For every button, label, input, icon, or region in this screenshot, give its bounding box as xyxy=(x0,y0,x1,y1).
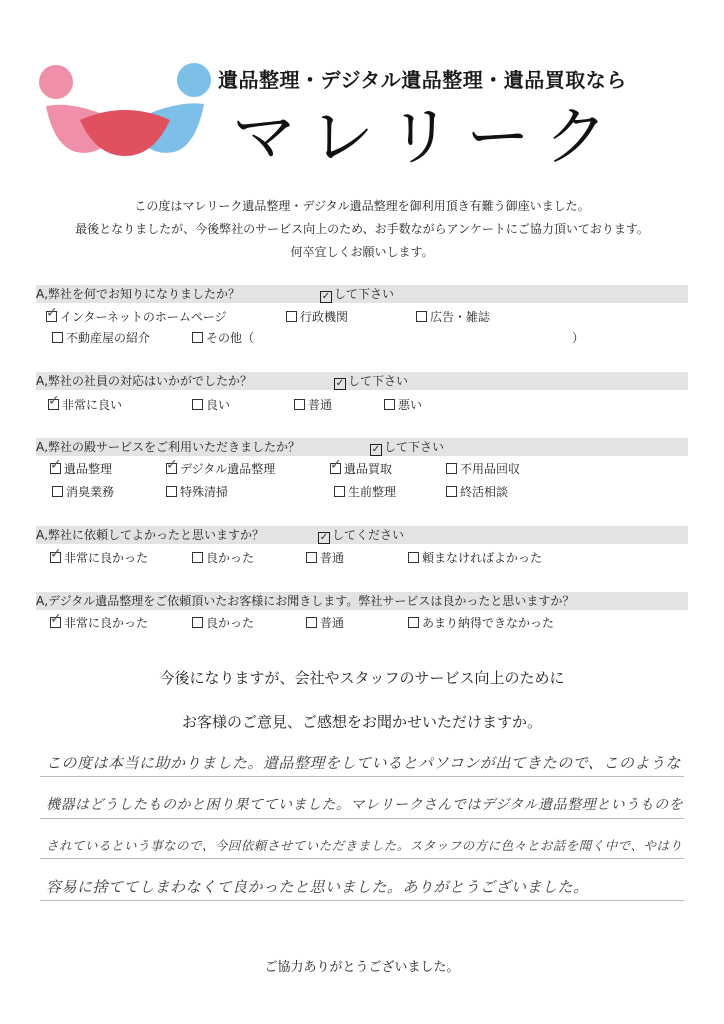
q2-option-bad[interactable]: 悪い xyxy=(384,396,422,413)
q1-option-advertising[interactable]: 広告・雑誌 xyxy=(416,308,490,325)
logo-pink-dot xyxy=(39,65,73,99)
writing-line-4 xyxy=(40,900,684,901)
check-mark-icon: ✓ xyxy=(50,457,62,473)
q1-option-government[interactable]: 行政機関 xyxy=(286,308,348,325)
q1-option-internet[interactable]: ✓ インターネットのホームページ xyxy=(46,305,227,324)
tagline: 遺品整理・デジタル遺品整理・遺品買取なら xyxy=(218,68,627,92)
logo-blue-dot xyxy=(177,63,211,97)
q3-option-shoushuu[interactable]: 消臭業務 xyxy=(52,483,114,500)
q1-option-other[interactable]: その他（ xyxy=(192,329,254,346)
q2-option-very-good[interactable]: ✓ 非常に良い xyxy=(48,393,123,412)
handwritten-comment-line-2: 機器はどうしたものかと困り果てていました。マレリークさんではデジタル遺品整理というものを xyxy=(46,797,684,813)
q5-option-good[interactable]: 良かった xyxy=(192,614,254,631)
question-4-text: A,弊社に依頼してよかったと思いますか？ xyxy=(36,528,265,542)
question-1-bar xyxy=(36,285,688,303)
handwritten-comment-line-4: 容易に捨ててしまわなくて良かったと思いました。ありがとうございました。 xyxy=(46,878,589,896)
question-4-instruction: ✓ してください xyxy=(319,528,405,543)
q3-option-seizen[interactable]: 生前整理 xyxy=(334,483,396,500)
q3-option-fuyouhin[interactable]: 不用品回収 xyxy=(446,460,520,477)
q2-option-normal[interactable]: 普通 xyxy=(294,396,332,413)
writing-line-2 xyxy=(40,818,684,819)
question-2-bar xyxy=(36,372,688,390)
question-5-bar xyxy=(36,592,688,610)
q3-option-digital[interactable]: ✓ デジタル遺品整理 xyxy=(166,457,276,476)
check-icon: ✓ xyxy=(335,378,345,389)
q3-option-kaitori[interactable]: ✓ 遺品買取 xyxy=(330,457,393,476)
check-icon: ✓ xyxy=(319,532,329,543)
q3-option-shuukatsu[interactable]: 終活相談 xyxy=(446,483,508,500)
check-icon: ✓ xyxy=(321,291,331,302)
question-3-instruction: ✓ して下さい xyxy=(371,440,445,455)
intro-line-1: この度はマレリーク遺品整理・デジタル遺品整理を御利用頂き有難う御座いました。 xyxy=(134,199,590,213)
handwritten-comment-line-1: この度は本当に助かりました。遺品整理をしているとパソコンが出てきたので、このような xyxy=(46,754,681,772)
feedback-prompt-line-1: 今後になりますが、会社やスタッフのサービス向上のために xyxy=(159,669,565,687)
question-2-text: A,弊社の社員の対応はいかがでしたか？ xyxy=(36,374,253,388)
marereek-logo xyxy=(36,60,214,162)
intro-line-3: 何卒宜しくお願いします。 xyxy=(290,245,434,259)
question-3-text: A,弊社の殿サービスをご利用いただきましたか？ xyxy=(36,440,301,454)
writing-line-1 xyxy=(40,776,684,777)
handwritten-comment-line-3: されているという事なので、今回依頼させていただきました。スタッフの方に色々とお話を聞く中で、やはり xyxy=(46,838,683,853)
check-mark-icon: ✓ xyxy=(50,546,62,562)
q5-option-normal[interactable]: 普通 xyxy=(306,614,344,631)
q5-option-very-good[interactable]: ✓ 非常に良かった xyxy=(50,611,149,630)
question-5-text: A,デジタル遺品整理をご依頼頂いたお客様にお聞きします。弊社サービスは良かったと思いますか？ xyxy=(36,594,575,608)
check-mark-icon: ✓ xyxy=(330,457,342,473)
q3-option-tokushu[interactable]: 特殊清掃 xyxy=(166,483,228,500)
question-4-bar xyxy=(36,526,688,544)
feedback-prompt-line-2: お客様のご意見、ご感想をお聞かせいただけますか。 xyxy=(181,713,542,731)
check-mark-icon: ✓ xyxy=(48,393,60,409)
question-3-bar xyxy=(36,438,688,456)
q1-other-close: ） xyxy=(572,331,585,345)
q4-option-regret[interactable]: 頼まなければよかった xyxy=(408,549,542,566)
writing-line-3 xyxy=(40,858,684,859)
check-mark-icon: ✓ xyxy=(46,305,58,321)
closing-thanks: ご協力ありがとうございました。 xyxy=(264,960,460,975)
q4-option-very-good[interactable]: ✓ 非常に良かった xyxy=(50,546,149,565)
check-mark-icon: ✓ xyxy=(166,457,178,473)
check-mark-icon: ✓ xyxy=(50,611,62,627)
q5-option-unsatisfied[interactable]: あまり納得できなかった xyxy=(408,614,554,631)
brand-name: マレリーク xyxy=(232,101,622,175)
question-1-instruction: ✓ して下さい xyxy=(321,287,395,302)
q2-option-good[interactable]: 良い xyxy=(192,396,230,413)
q4-option-normal[interactable]: 普通 xyxy=(306,549,344,566)
q3-option-ihin-seiri[interactable]: ✓ 遺品整理 xyxy=(50,457,113,476)
q4-option-good[interactable]: 良かった xyxy=(192,549,254,566)
check-icon: ✓ xyxy=(371,444,381,455)
question-2-instruction: ✓ して下さい xyxy=(335,374,409,389)
q1-option-realestate[interactable]: 不動産屋の紹介 xyxy=(52,329,150,346)
intro-line-2: 最後となりましたが、今後弊社のサービス向上のため、お手数ながらアンケートにご協力頂いております。 xyxy=(75,222,649,236)
question-1-text: A,弊社を何でお知りになりましたか？ xyxy=(36,287,241,301)
